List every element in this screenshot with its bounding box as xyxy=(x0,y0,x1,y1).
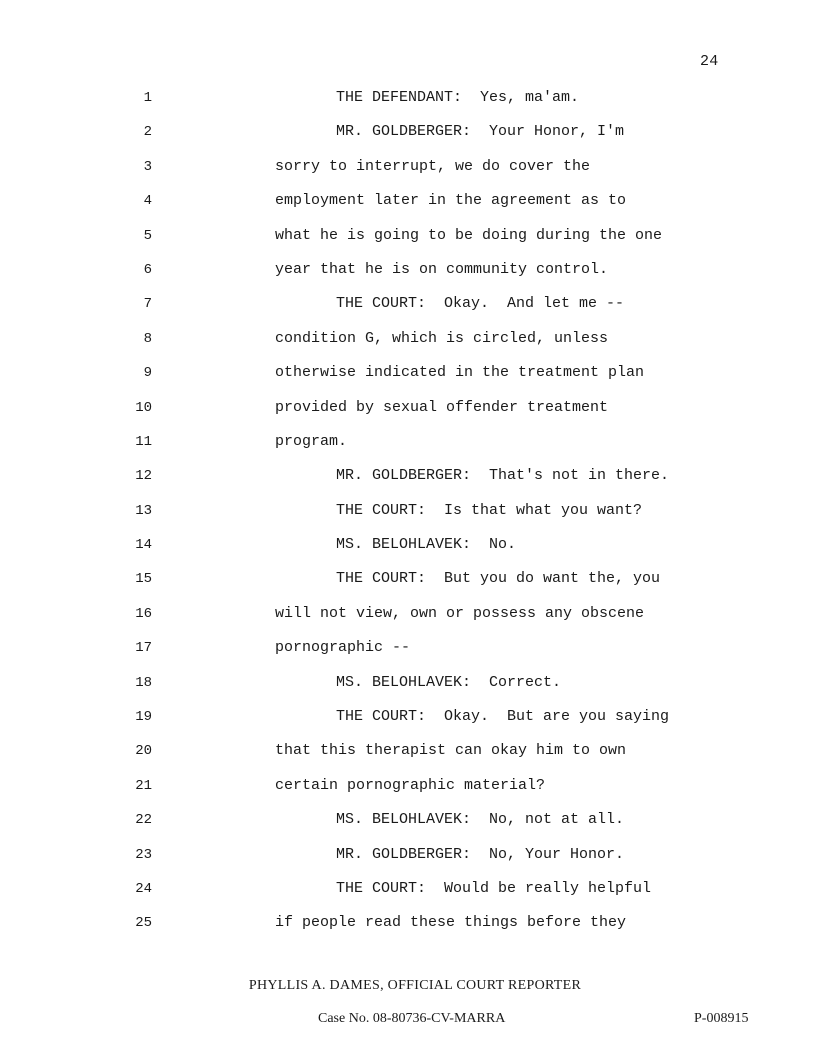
transcript-line xyxy=(0,604,816,638)
transcript-line xyxy=(0,741,816,775)
line-text: MR. GOLDBERGER: That's not in there. xyxy=(336,467,670,485)
line-text: pornographic -- xyxy=(275,639,411,657)
transcript-line xyxy=(0,466,816,500)
line-text: if people read these things before they xyxy=(275,914,627,932)
transcript-line xyxy=(0,432,816,466)
line-number: 6 xyxy=(143,261,152,278)
line-text: will not view, own or possess any obscene xyxy=(275,604,645,622)
line-text: MS. BELOHLAVEK: Correct. xyxy=(336,673,562,691)
line-number: 13 xyxy=(135,502,152,519)
line-text: MS. BELOHLAVEK: No, not at all. xyxy=(336,811,625,829)
transcript-line xyxy=(0,226,816,260)
line-text: what he is going to be doing during the one xyxy=(275,226,663,244)
line-number: 4 xyxy=(143,193,152,210)
line-text: THE DEFENDANT: Yes, ma'am. xyxy=(336,89,580,106)
transcript-line xyxy=(0,569,816,603)
line-number: 16 xyxy=(135,605,152,622)
line-number: 11 xyxy=(135,433,152,450)
line-text: sorry to interrupt, we do cover the xyxy=(275,157,591,175)
transcript-line xyxy=(0,776,816,810)
line-number: 23 xyxy=(135,846,152,863)
line-text: THE COURT: Okay. And let me -- xyxy=(336,295,625,313)
line-number: 21 xyxy=(135,777,152,794)
line-text: MS. BELOHLAVEK: No. xyxy=(336,536,517,554)
transcript-line xyxy=(0,363,816,397)
line-text: certain pornographic material? xyxy=(275,776,546,794)
transcript-line xyxy=(0,260,816,294)
line-number: 8 xyxy=(143,330,152,347)
line-number: 1 xyxy=(143,90,152,106)
transcript-line xyxy=(0,673,816,707)
transcript-line xyxy=(0,638,816,672)
transcript-line xyxy=(0,191,816,225)
transcript-line xyxy=(0,707,816,741)
line-text: otherwise indicated in the treatment plan xyxy=(275,364,645,382)
line-number: 15 xyxy=(135,571,152,588)
line-text: employment later in the agreement as to xyxy=(275,192,627,210)
line-text: MR. GOLDBERGER: No, Your Honor. xyxy=(336,845,625,863)
line-text: THE COURT: Okay. But are you saying xyxy=(336,708,670,726)
transcript-line xyxy=(0,329,816,363)
line-text: THE COURT: Would be really helpful xyxy=(336,879,652,897)
line-number: 10 xyxy=(135,399,152,416)
court-reporter-footer: PHYLLIS A. DAMES, OFFICIAL COURT REPORTER xyxy=(248,978,582,993)
transcript-line xyxy=(0,879,816,913)
line-number: 17 xyxy=(135,640,152,657)
line-number: 12 xyxy=(135,468,152,485)
transcript-line xyxy=(0,535,816,569)
line-number: 3 xyxy=(143,158,152,175)
line-text: program. xyxy=(275,432,348,450)
transcript-line xyxy=(0,845,816,879)
transcript-line xyxy=(0,88,816,122)
transcript-line xyxy=(0,501,816,535)
line-number: 19 xyxy=(135,709,152,726)
line-text: THE COURT: But you do want the, you xyxy=(336,570,661,588)
line-text: that this therapist can okay him to own xyxy=(275,742,627,760)
line-number: 22 xyxy=(135,812,152,829)
line-text: condition G, which is circled, unless xyxy=(275,329,609,347)
transcript-line xyxy=(0,294,816,328)
line-number: 18 xyxy=(135,674,152,691)
line-text: MR. GOLDBERGER: Your Honor, I'm xyxy=(336,123,625,141)
line-number: 5 xyxy=(143,227,152,244)
line-text: year that he is on community control. xyxy=(275,260,609,278)
transcript-line xyxy=(0,398,816,432)
transcript-line xyxy=(0,913,816,947)
page-number: 24 xyxy=(700,53,719,70)
line-text: THE COURT: Is that what you want? xyxy=(336,501,643,519)
line-number: 7 xyxy=(143,296,152,313)
line-number: 24 xyxy=(135,880,152,897)
line-number: 25 xyxy=(135,915,152,932)
line-number: 9 xyxy=(143,365,152,382)
transcript-line xyxy=(0,122,816,156)
line-number: 20 xyxy=(135,743,152,760)
line-text: provided by sexual offender treatment xyxy=(275,398,609,416)
line-number: 2 xyxy=(143,124,152,141)
transcript-line xyxy=(0,810,816,844)
bates-number: P-008915 xyxy=(694,1011,749,1026)
line-number: 14 xyxy=(135,537,152,554)
transcript-body xyxy=(0,88,816,948)
case-number: Case No. 08-80736-CV-MARRA xyxy=(318,1011,506,1026)
transcript-line xyxy=(0,157,816,191)
